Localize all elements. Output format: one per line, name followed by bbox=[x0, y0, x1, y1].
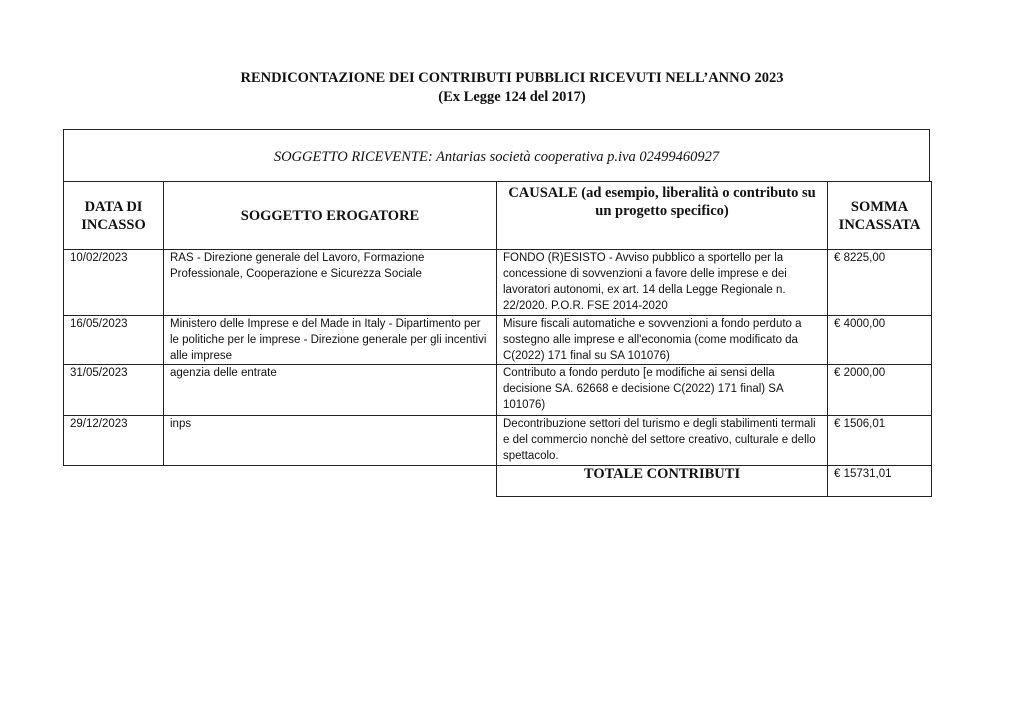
row-somma: € 8225,00 bbox=[828, 250, 932, 316]
row-somma: € 4000,00 bbox=[828, 316, 932, 365]
row-causale: Contributo a fondo perduto [e modifiche ai sensi della decisione SA. 62668 e decisione C(2022) 171 final) SA 101076) bbox=[497, 365, 828, 416]
row-somma: € 2000,00 bbox=[828, 365, 932, 416]
contributions-table bbox=[63, 181, 932, 497]
row-causale: FONDO (R)ESISTO - Avviso pubblico a sportello per la concessione di sovvenzioni a favore delle imprese e dei lavoratori autonomi, ex art. 14 della Legge Regionale n. 22/2020. P.O.R. FSE 2014-2020 bbox=[497, 250, 828, 316]
total-value: € 15731,01 bbox=[828, 466, 932, 497]
row-somma: € 1506,01 bbox=[828, 416, 932, 466]
header-date: DATA DI INCASSO bbox=[64, 182, 164, 250]
row-erogatore: RAS - Direzione generale del Lavoro, Formazione Professionale, Cooperazione e Sicurezza Sociale bbox=[164, 250, 497, 316]
row-date: 29/12/2023 bbox=[64, 416, 164, 466]
row-causale: Misure fiscali automatiche e sovvenzioni a fondo perduto a sostegno alle imprese e all'economia (come modificato da C(2022) 171 final su SA 101076) bbox=[497, 316, 828, 365]
row-date: 31/05/2023 bbox=[64, 365, 164, 416]
table-row bbox=[64, 250, 932, 316]
recipient-text: SOGGETTO RICEVENTE: Antarias società cooperativa p.iva 02499460927 bbox=[273, 149, 720, 165]
recipient-box bbox=[63, 129, 930, 182]
total-label: TOTALE CONTRIBUTI bbox=[497, 466, 828, 497]
row-date: 10/02/2023 bbox=[64, 250, 164, 316]
total-row bbox=[64, 466, 932, 497]
table-row bbox=[64, 365, 932, 416]
row-erogatore: Ministero delle Imprese e del Made in Italy - Dipartimento per le politiche per le imprese - Direzione generale per gli incentivi alle imprese bbox=[164, 316, 497, 365]
header-somma: SOMMA INCASSATA bbox=[828, 182, 932, 250]
total-spacer bbox=[164, 466, 497, 497]
header-causale: CAUSALE (ad esempio, liberalità o contributo su un progetto specifico) bbox=[497, 182, 828, 250]
total-spacer bbox=[64, 466, 164, 497]
table-header-row bbox=[64, 182, 932, 250]
document-subtitle: (Ex Legge 124 del 2017) bbox=[438, 89, 586, 105]
row-erogatore: inps bbox=[164, 416, 497, 466]
table-row bbox=[64, 316, 932, 365]
document-title: RENDICONTAZIONE DEI CONTRIBUTI PUBBLICI RICEVUTI NELL’ANNO 2023 bbox=[240, 70, 784, 86]
row-erogatore: agenzia delle entrate bbox=[164, 365, 497, 416]
row-causale: Decontribuzione settori del turismo e degli stabilimenti termali e del commercio nonchè del settore creativo, culturale e dello spettacolo. bbox=[497, 416, 828, 466]
header-erogatore: SOGGETTO EROGATORE bbox=[164, 182, 497, 250]
row-date: 16/05/2023 bbox=[64, 316, 164, 365]
table-row bbox=[64, 416, 932, 466]
